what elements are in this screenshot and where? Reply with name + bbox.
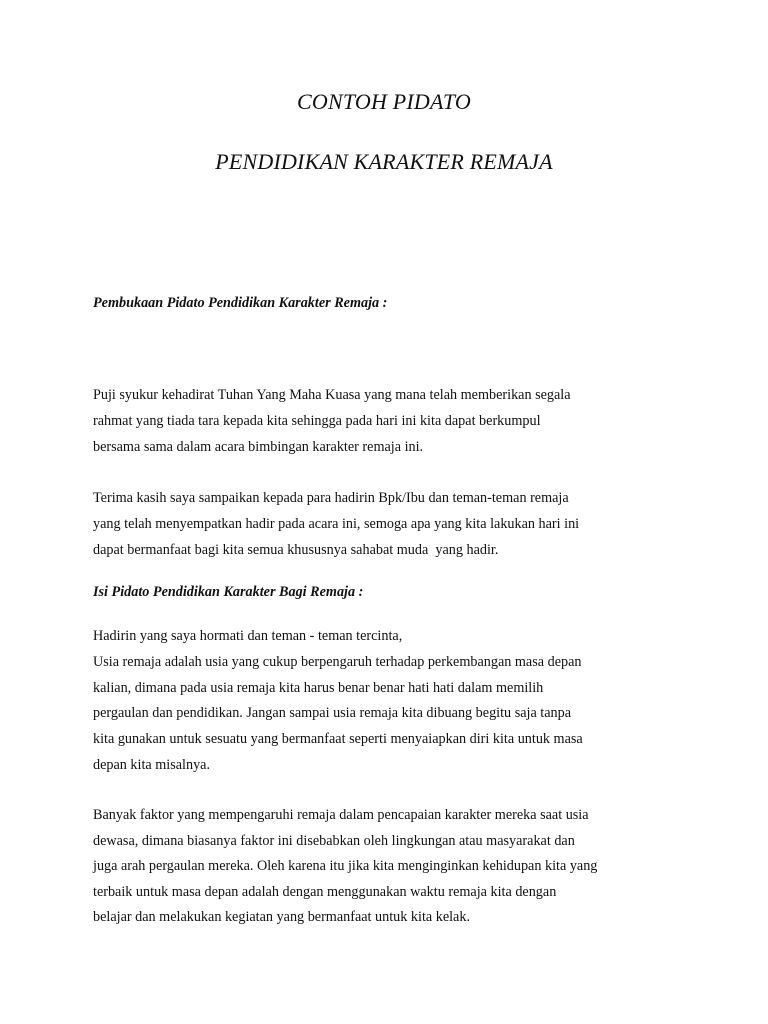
section-heading-opening: Pembukaan Pidato Pendidikan Karakter Remaja : — [93, 295, 388, 311]
text-line: Hadirin yang saya hormati dan teman - teman tercinta, — [93, 628, 403, 644]
text-line: dewasa, dimana biasanya faktor ini disebabkan oleh lingkungan atau masyarakat dan — [93, 833, 575, 849]
text-line: belajar dan melakukan kegiatan yang bermanfaat untuk kita kelak. — [93, 909, 470, 925]
document-title: CONTOH PIDATO — [297, 89, 471, 114]
document-subtitle: PENDIDIKAN KARAKTER REMAJA — [215, 149, 553, 174]
text-line: Terima kasih saya sampaikan kepada para hadirin Bpk/Ibu dan teman-teman remaja — [93, 490, 569, 506]
text-line: pergaulan dan pendidikan. Jangan sampai usia remaja kita dibuang begitu saja tanpa — [93, 705, 572, 721]
text-line: terbaik untuk masa depan adalah dengan menggunakan waktu remaja kita dengan — [93, 884, 557, 900]
text-line: Puji syukur kehadirat Tuhan Yang Maha Kuasa yang mana telah memberikan segala — [93, 387, 571, 403]
text-line: Usia remaja adalah usia yang cukup berpengaruh terhadap perkembangan masa depan — [93, 654, 582, 670]
text-line: depan kita misalnya. — [93, 757, 211, 773]
text-line: Banyak faktor yang mempengaruhi remaja dalam pencapaian karakter mereka saat usia — [93, 807, 589, 823]
text-line: bersama sama dalam acara bimbingan karakter remaja ini. — [93, 439, 424, 455]
text-line: yang telah menyempatkan hadir pada acara ini, semoga apa yang kita lakukan hari ini — [93, 516, 580, 532]
text-line: rahmat yang tiada tara kepada kita sehingga pada hari ini kita dapat berkumpul — [93, 413, 541, 429]
section-heading-content: Isi Pidato Pendidikan Karakter Bagi Remaja : — [93, 584, 364, 600]
text-line: kalian, dimana pada usia remaja kita harus benar benar hati hati dalam memilih — [93, 680, 544, 696]
text-line: juga arah pergaulan mereka. Oleh karena itu jika kita menginginkan kehidupan kita yang — [93, 858, 598, 874]
text-line: kita gunakan untuk sesuatu yang bermanfaat seperti menyaiapkan diri kita untuk masa — [93, 731, 583, 747]
text-line: dapat bermanfaat bagi kita semua khususnya sahabat muda yang hadir. — [93, 542, 499, 558]
